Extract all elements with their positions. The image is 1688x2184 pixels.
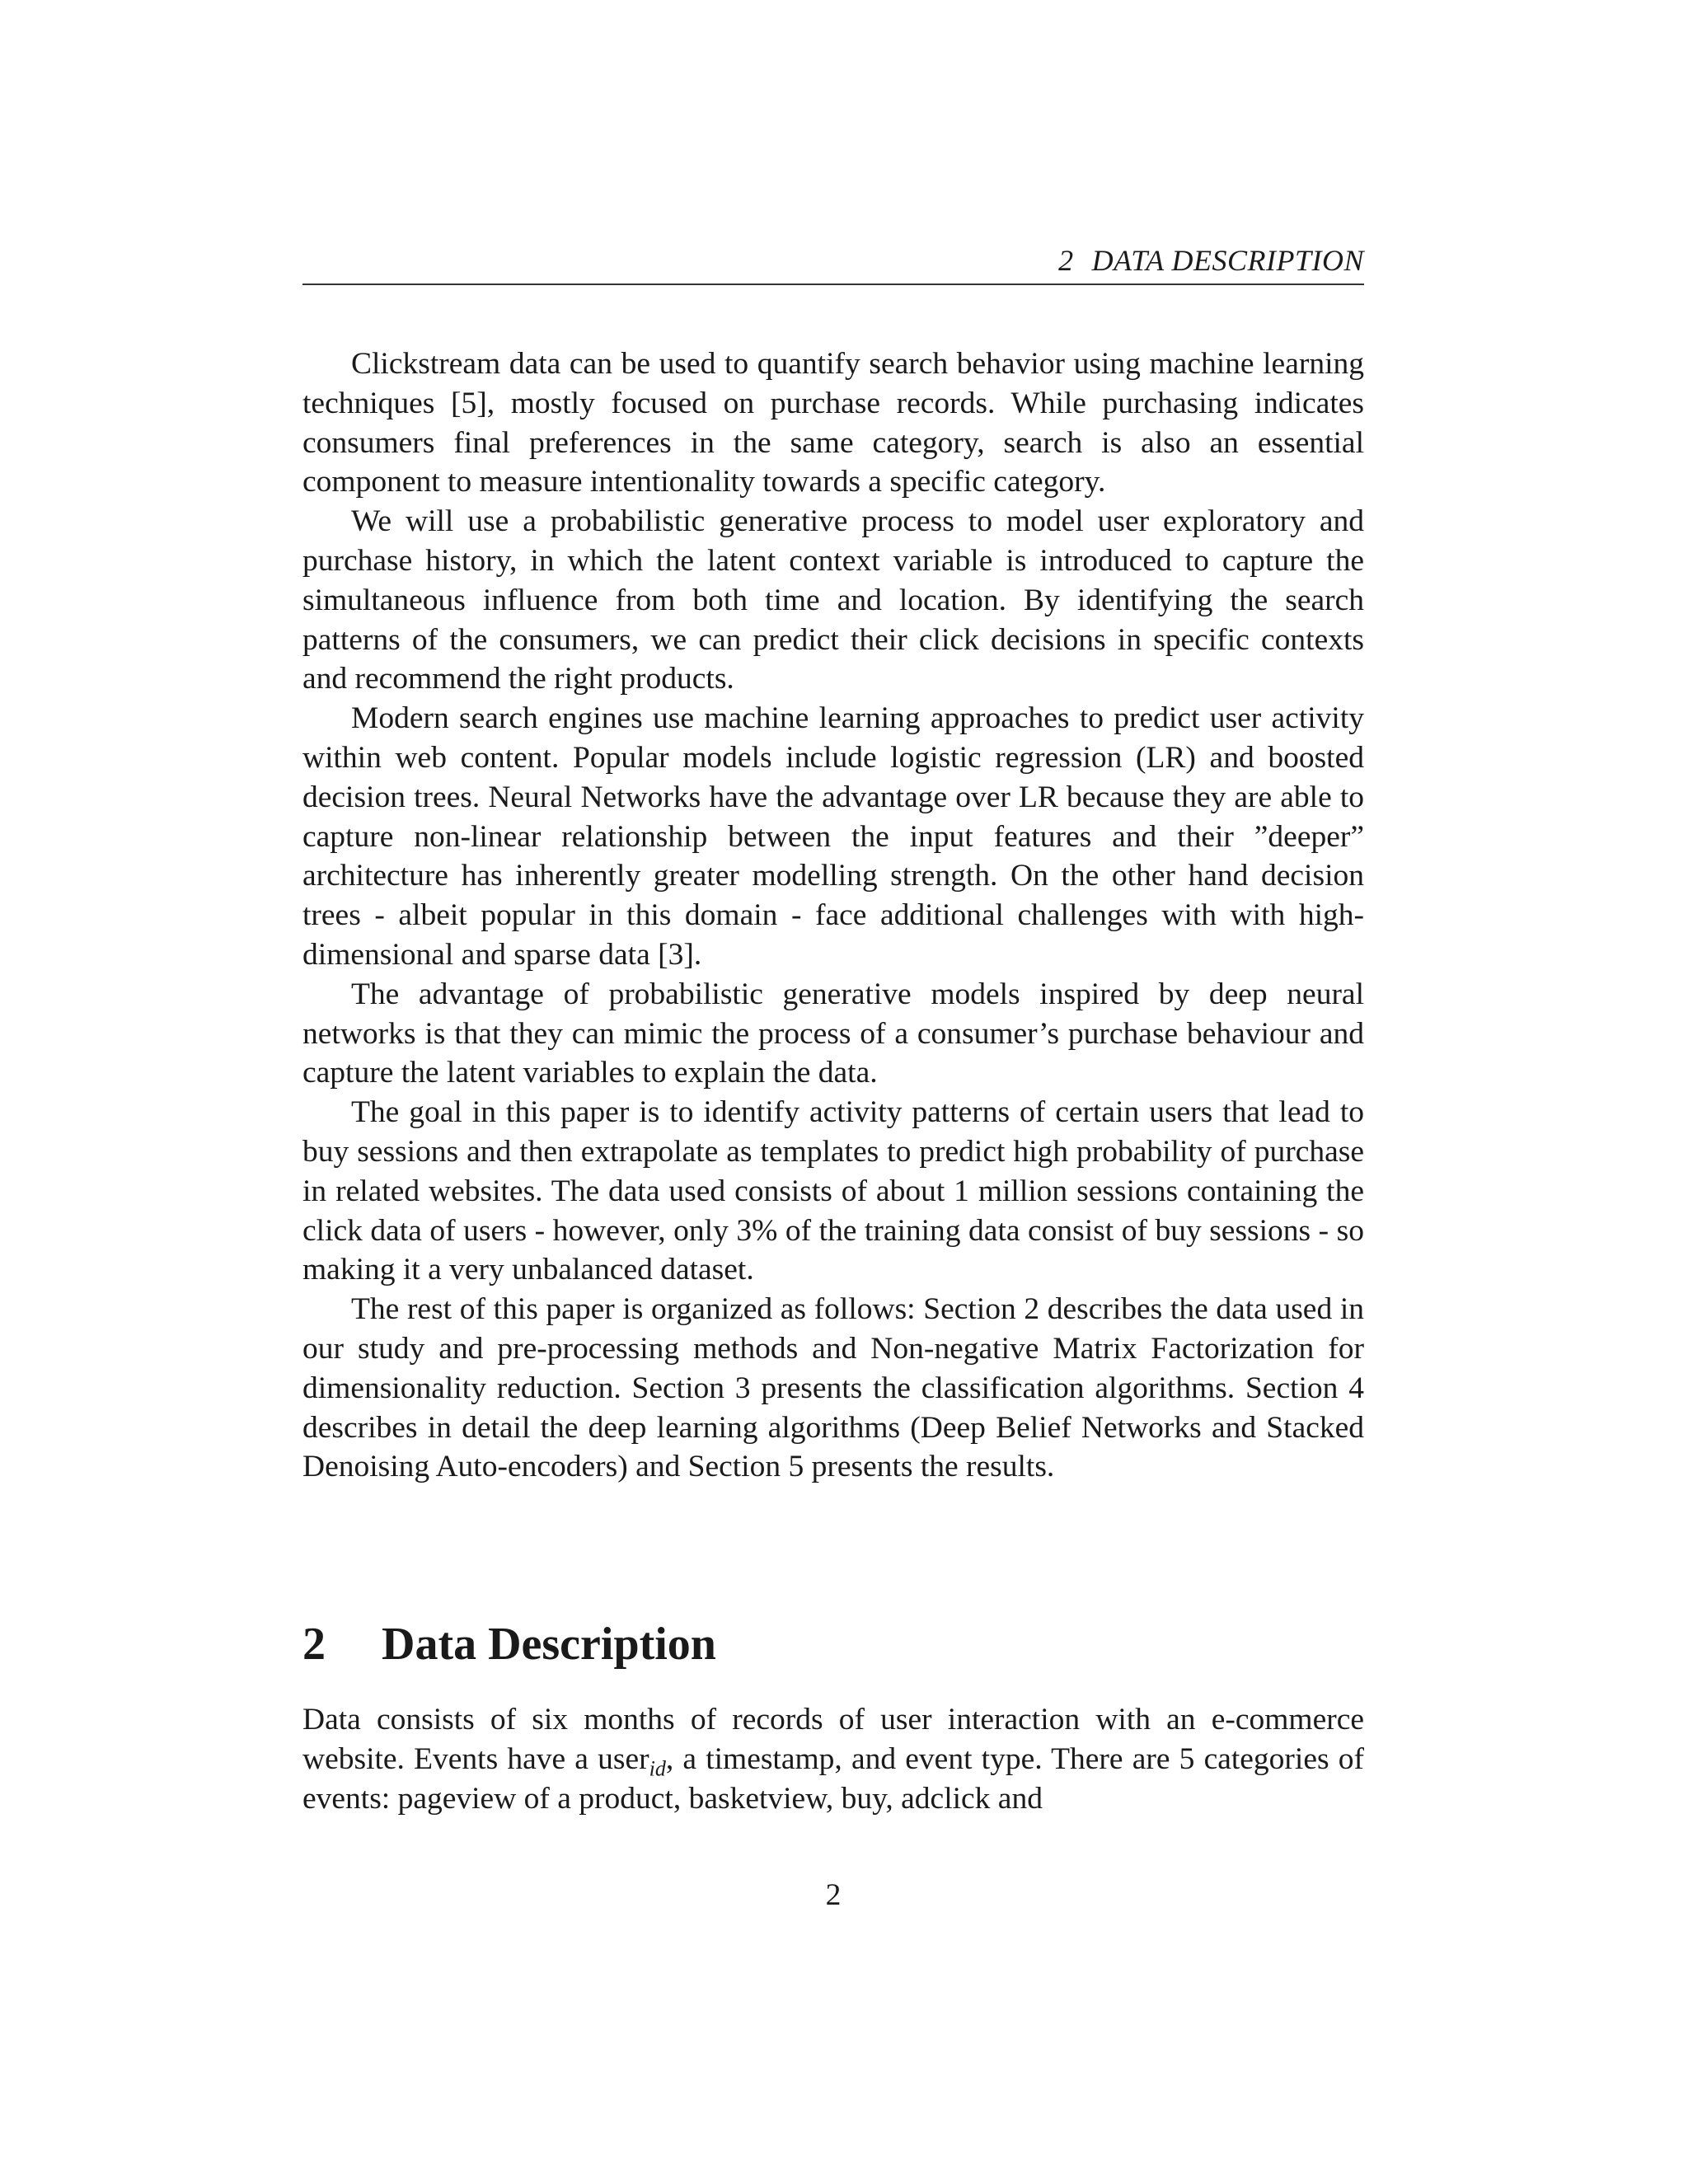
paragraph: The advantage of probabilistic generative models inspired by deep neural networks is that they can mimic the process of a consumer’s purchase behaviour and capture the latent variables to explain the data. [302, 977, 1364, 1090]
section-number: 2 [302, 1619, 326, 1670]
text-before-subscript: Data consists of six months of records of user interaction with an e-commerce website. Events have a user [302, 1703, 1364, 1776]
paragraph: The rest of this paper is organized as follows: Section 2 describes the data used in our study and pre-processing methods and Non-negative Matrix Factorization for dimensionality reduction. Section 3 presents the classification algorithms. Section 4 describes in detail the deep learning algorithms (Deep Belief Networks and Stacked Denoising Auto-encoders) and Section 5 presents the results. [302, 1292, 1364, 1484]
paragraph: We will use a probabilistic generative process to model user exploratory and purchase history, in which the latent context variable is introduced to capture the simultaneous influence from both time and location. By identifying the search patterns of the consumers, we can predict their click decisions in specific contexts and recommend the right products. [302, 504, 1364, 696]
running-header-title: DATA DESCRIPTION [1091, 244, 1364, 277]
subscript: id [649, 1756, 666, 1781]
paragraph: Modern search engines use machine learning approaches to predict user activity within web content. Popular models include logistic regression (LR) and boosted decision trees. Neural Networks have the advantage over LR because they are able to capture non-linear relationship between the input features and their ”deeper” architecture has inherently greater modelling strength. On the other hand decision trees - albeit popular in this domain - face additional challenges with with high-dimensional and sparse data [3]. [302, 701, 1364, 972]
paragraph: Clickstream data can be used to quantify search behavior using machine learning techniques [5], mostly focused on purchase records. While purchasing indicates consumers final preferences in the same category, search is also an essential component to measure intentionality towards a specific category. [302, 347, 1364, 499]
section-title: Data Description [382, 1619, 716, 1670]
intro-text [302, 344, 1364, 1487]
paragraph: The goal in this paper is to identify activity patterns of certain users that lead to buy sessions and then extrapolate as templates to predict high probability of purchase in related websites. The data used consists of about 1 million sessions containing the click data of users - however, only 3% of the training data consist of buy sessions - so making it a very unbalanced dataset. [302, 1095, 1364, 1287]
section-heading [302, 1615, 1364, 1673]
text-after-subscript: , a timestamp, and event type. There are 5 categories of events: pageview of a product, basketview, buy, adclick and [302, 1741, 1364, 1816]
paragraph [302, 1700, 1364, 1818]
page-number: 2 [825, 1878, 842, 1912]
running-header [302, 237, 1364, 285]
running-header-section-number: 2 [1058, 244, 1074, 277]
section-text [302, 1700, 1364, 1818]
